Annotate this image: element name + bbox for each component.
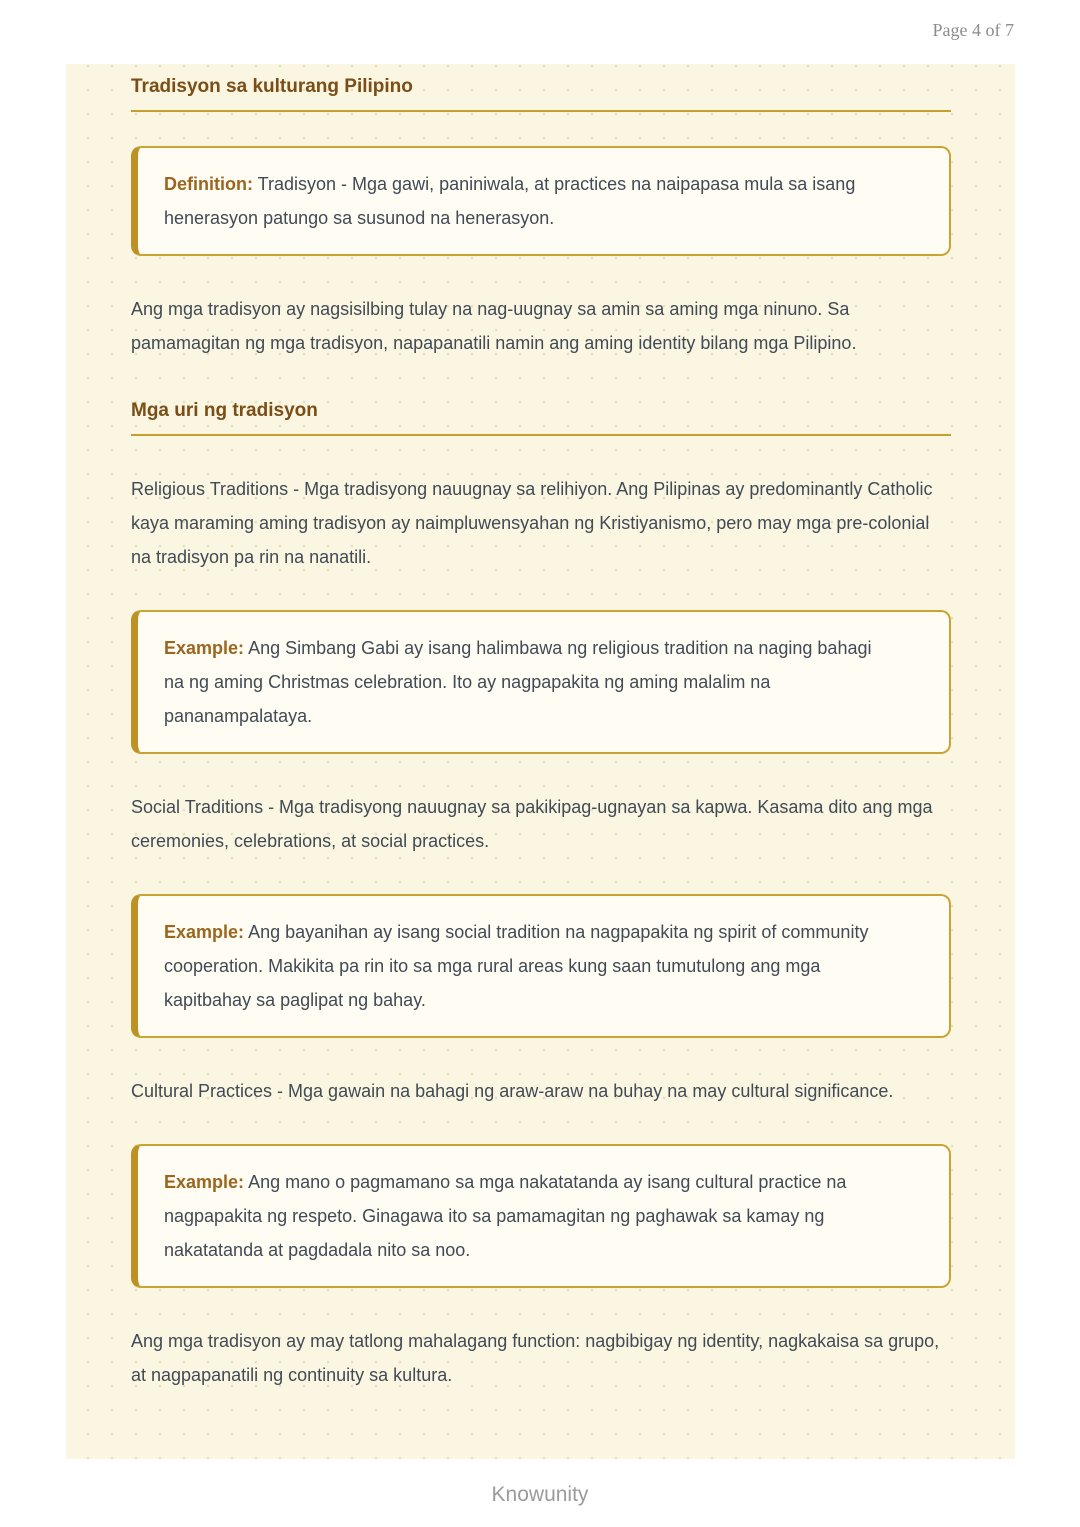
definition-text: Tradisyon - Mga gawi, paniniwala, at practices na naipapasa mula sa isang henerasyon patungo sa susunod na henerasyon. [164, 174, 856, 228]
callout-paragraph [164, 1165, 891, 1267]
example-text: Ang Simbang Gabi ay isang halimbawa ng religious tradition na naging bahagi na ng aming Christmas celebration. Ito ay nagpapakita ng aming malalim na pananampalataya. [164, 638, 872, 726]
notes-card [66, 64, 1015, 1459]
example-text: Ang bayanihan ay isang social tradition na nagpapakita ng spirit of community cooperation. Makikita pa rin ito sa mga rural areas kung saan tumutulong ang mga kapitbahay sa paglipat ng bahay. [164, 922, 869, 1010]
example-label: Example: [164, 922, 245, 942]
footer-brand: Knowunity [491, 1483, 589, 1506]
page-number: Page 4 of 7 [932, 20, 1014, 40]
social-traditions-paragraph: Social Traditions - Mga tradisyong nauugnay sa pakikipag-ugnayan sa kapwa. Kasama dito ang mga ceremonies, celebrations, at social practices. [131, 797, 933, 851]
example-callout-cultural [131, 1144, 951, 1288]
religious-traditions-paragraph: Religious Traditions - Mga tradisyong nauugnay sa relihiyon. Ang Pilipinas ay predominantly Catholic kaya maraming aming tradisyon ay naimpluwensyahan ng Kristiyanismo, pero may mga pre-colonial na tradisyon pa rin na nanatili. [131, 479, 933, 567]
example-callout-social [131, 894, 951, 1038]
callout-paragraph [164, 915, 891, 1017]
example-label: Example: [164, 1172, 245, 1192]
callout-paragraph [164, 167, 891, 235]
cultural-practices-paragraph: Cultural Practices - Mga gawain na bahagi ng araw-araw na buhay na may cultural significance. [131, 1081, 894, 1101]
section-heading-mga-uri: Mga uri ng tradisyon [131, 396, 951, 436]
section-heading-tradisyon: Tradisyon sa kulturang Pilipino [131, 72, 951, 112]
callout-paragraph [164, 631, 891, 733]
definition-callout [131, 146, 951, 256]
example-label: Example: [164, 638, 245, 658]
example-text: Ang mano o pagmamano sa mga nakatatanda ay isang cultural practice na nagpapakita ng respeto. Ginagawa ito sa pamamagitan ng paghawak sa kamay ng nakatatanda at pagdadala nito sa noo. [164, 1172, 847, 1260]
conclusion-paragraph: Ang mga tradisyon ay may tatlong mahalagang function: nagbibigay ng identity, nagkakaisa sa grupo, at nagpapanatili ng continuity sa kultura. [131, 1331, 940, 1385]
definition-label: Definition: [164, 174, 253, 194]
example-callout-religious [131, 610, 951, 754]
intro-paragraph: Ang mga tradisyon ay nagsisilbing tulay na nag-uugnay sa amin sa aming mga ninuno. Sa pamamagitan ng mga tradisyon, napapanatili namin ang aming identity bilang mga Pilipino. [131, 299, 857, 353]
